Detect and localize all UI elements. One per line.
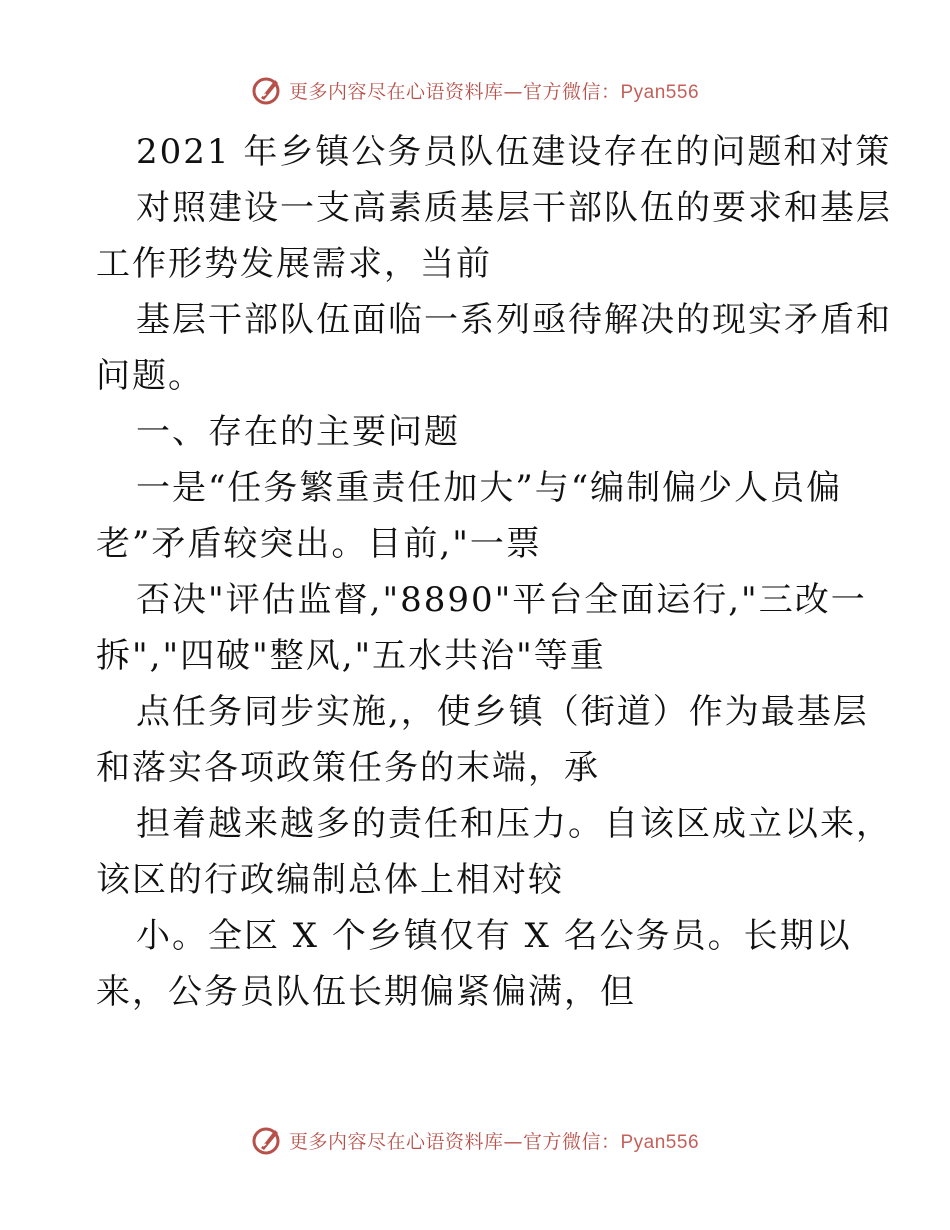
document-body <box>96 124 892 1020</box>
paragraph-line: 一是“任务繁重责任加大”与“编制偏少人员偏 <box>136 468 843 508</box>
paragraph-line: 和落实各项政策任务的末端，承 <box>96 748 600 788</box>
paragraph-line: 问题。 <box>96 356 204 396</box>
section-heading: 一、存在的主要问题 <box>136 412 460 452</box>
paragraph-line: 拆","四破"整风,"五水共治"等重 <box>96 636 606 676</box>
paragraph-line: 对照建设一支高素质基层干部队伍的要求和基层 <box>136 188 892 228</box>
paragraph-line: 来，公务员队伍长期偏紧偏满，但 <box>96 972 636 1012</box>
quill-pen-circle-icon <box>251 1124 283 1156</box>
paragraph-line: 否决"评估监督,"8890"平台全面运行,"三改一 <box>136 580 867 620</box>
watermark-text: 更多内容尽在心语资料库—官方微信：Pyan556 <box>288 80 700 103</box>
paragraph-line: 担着越来越多的责任和压力。自该区成立以来， <box>136 804 892 844</box>
paragraph-line: 该区的行政编制总体上相对较 <box>96 860 564 900</box>
paragraph-line: 老”矛盾较突出。目前,"一票 <box>96 524 542 564</box>
footer-watermark <box>0 1120 950 1160</box>
header-watermark <box>0 70 950 110</box>
watermark-text: 更多内容尽在心语资料库—官方微信：Pyan556 <box>288 1130 700 1153</box>
quill-pen-circle-icon <box>251 74 283 106</box>
paragraph-line: 点任务同步实施,，使乡镇（街道）作为最基层 <box>136 692 869 732</box>
paragraph-line: 小。全区 X 个乡镇仅有 X 名公务员。长期以 <box>136 916 852 956</box>
document-title: 2021 年乡镇公务员队伍建设存在的问题和对策 <box>136 132 892 172</box>
paragraph-line: 工作形势发展需求，当前 <box>96 244 492 284</box>
paragraph-line: 基层干部队伍面临一系列亟待解决的现实矛盾和 <box>136 300 892 340</box>
